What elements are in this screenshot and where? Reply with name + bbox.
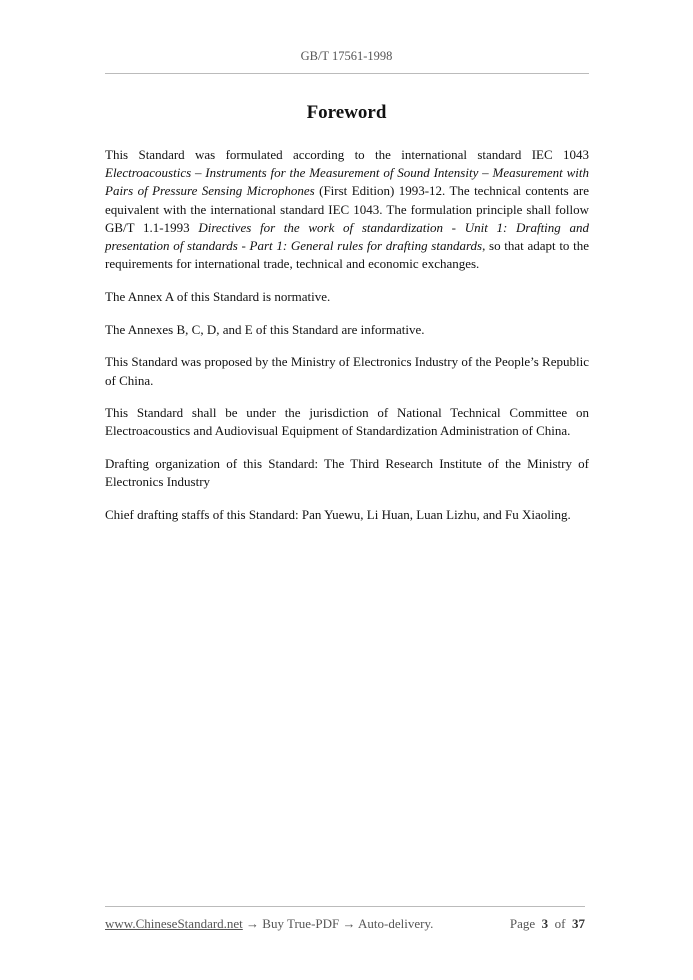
page-title: Foreword [306, 102, 387, 123]
page-number [510, 916, 585, 932]
paragraph: The Annexes B, C, D, and E of this Standard are informative. [105, 321, 425, 337]
paragraph-intro [105, 146, 589, 273]
footer-divider [105, 906, 585, 907]
total-pages: 37 [572, 916, 585, 931]
text: , so that adapt to the requirements for international trade, technical and economic exchanges. [105, 238, 590, 272]
website-link[interactable]: www.ChineseStandard.net [105, 916, 243, 931]
paragraph: This Standard was proposed by the Ministry of Electronics Industry of the People’s Republic of China. [105, 354, 589, 388]
document-body [105, 146, 589, 539]
running-header: GB/T 17561-1998 [300, 49, 393, 63]
footer-left [105, 916, 433, 932]
promo-text: → Buy True-PDF → Auto-delivery. [242, 916, 434, 931]
text: This Standard was formulated according to the international standard IEC 1043 [105, 147, 589, 162]
page-footer [105, 916, 585, 932]
current-page: 3 [541, 916, 549, 931]
paragraph: Chief drafting staffs of this Standard: Pan Yuewu, Li Huan, Luan Lizhu, and Fu Xiaoling. [105, 507, 571, 523]
header-divider [105, 73, 589, 74]
text: (First Edition) 1993-12. The technical contents are equivalent with the international standard IEC 1043. The formulation principle shall follow GB/T 1.1-1993 [105, 183, 589, 235]
paragraph: The Annex A of this Standard is normative. [105, 288, 331, 304]
page-label: Page [509, 916, 536, 931]
paragraph: This Standard shall be under the jurisdiction of National Technical Committee on Electroacoustics and Audiovisual Equipment of Standardization Administration of China. [105, 405, 589, 439]
standard-title: Electroacoustics – Instruments for the Measurement of Sound Intensity – Measurement with Pairs of Pressure Sensing Microphones [105, 165, 589, 199]
of-label: of [554, 916, 566, 931]
standard-title: Directives for the work of standardization - Unit 1: Drafting and presentation of standards - Part 1: General rules for drafting standards [105, 219, 589, 254]
paragraph: Drafting organization of this Standard: The Third Research Institute of the Ministry of Electronics Industry [105, 456, 589, 490]
